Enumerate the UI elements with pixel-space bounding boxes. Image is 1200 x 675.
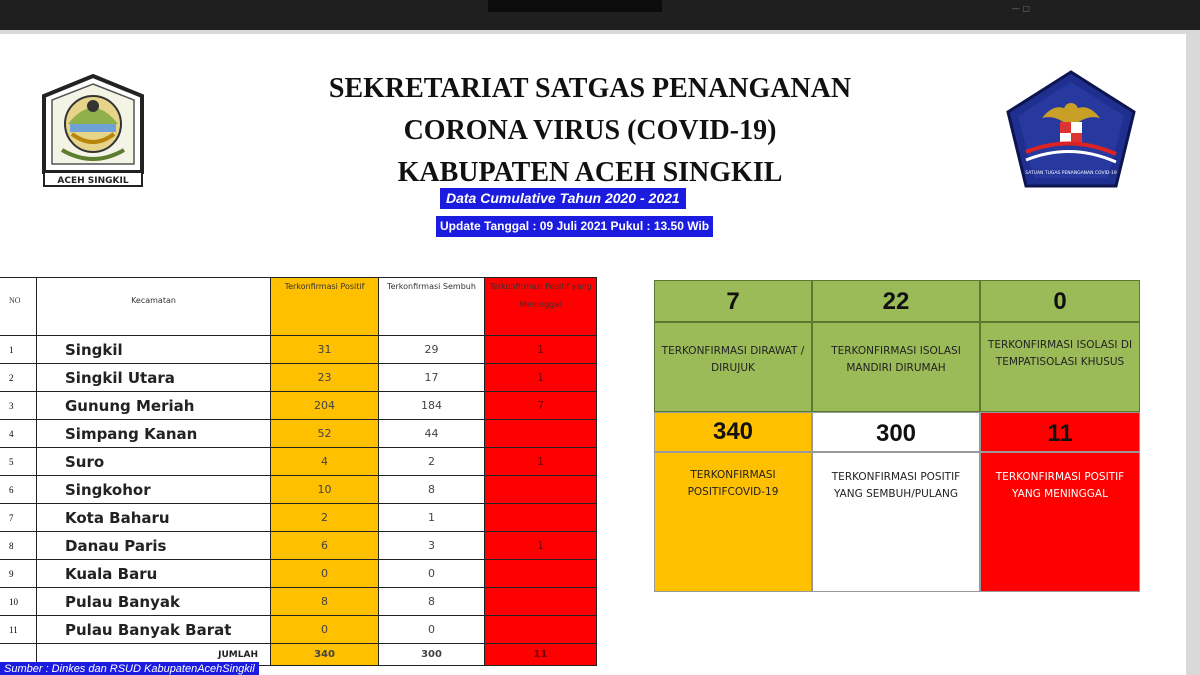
kecamatan-case-table [0,277,597,666]
row-kecamatan: Simpang Kanan [37,420,271,448]
logo-right-caption: SATUAN TUGAS PENANGANAN COVID-19 [1025,171,1117,176]
header-no: NO [0,278,37,336]
positif-value: 340 [712,418,754,445]
sembuh-value: 300 [875,420,917,447]
meninggal-label-cell [980,452,1140,592]
row-sembuh: 8 [379,476,485,504]
table-row [0,392,597,420]
row-sembuh: 1 [379,504,485,532]
source-note: Sumber : Dinkes dan RSUD KabupatenAcehSingkil [0,662,259,675]
row-positif: 6 [271,532,379,560]
row-meninggal [485,588,597,616]
update-banner: Update Tanggal : 09 Juli 2021 Pukul : 13.50 Wib [436,216,713,237]
row-meninggal [485,476,597,504]
row-sembuh: 3 [379,532,485,560]
logo-left-caption: ACEH SINGKIL [57,176,129,186]
table-row [0,448,597,476]
row-no: 4 [0,420,37,448]
table-row [0,476,597,504]
isolasi-mandiri-value: 22 [882,288,910,315]
meninggal-count-cell [980,412,1140,452]
table-row [0,420,597,448]
row-kecamatan: Danau Paris [37,532,271,560]
row-kecamatan: Kuala Baru [37,560,271,588]
row-sembuh: 44 [379,420,485,448]
table-row [0,616,597,644]
header-sembuh: Terkonfirmasi Sembuh [379,278,485,336]
table-row [0,504,597,532]
window-controls-icon[interactable]: — ▢ [1011,4,1030,13]
meninggal-value: 11 [1047,420,1073,447]
total-positif: 340 [271,644,379,666]
document-page [0,34,1186,675]
row-meninggal [485,420,597,448]
row-meninggal: 1 [485,448,597,476]
row-positif: 0 [271,560,379,588]
dirawat-label-cell [654,322,812,412]
row-sembuh: 8 [379,588,485,616]
isolasi-mandiri-count-cell [812,280,980,322]
row-positif: 0 [271,616,379,644]
row-kecamatan: Suro [37,448,271,476]
row-kecamatan: Pulau Banyak Barat [37,616,271,644]
row-positif: 52 [271,420,379,448]
row-no: 2 [0,364,37,392]
dirawat-value: 7 [726,288,740,315]
positif-label-cell [654,452,812,592]
row-no: 6 [0,476,37,504]
row-meninggal: 7 [485,392,597,420]
row-kecamatan: Gunung Meriah [37,392,271,420]
table-row [0,560,597,588]
positif-label: TERKONFIRMASI POSITIFCOVID-19 [687,469,779,498]
row-meninggal: 1 [485,364,597,392]
summary-panel [654,280,1140,592]
header-kecamatan: Kecamatan [37,278,271,336]
row-no: 5 [0,448,37,476]
row-meninggal [485,560,597,588]
row-positif: 2 [271,504,379,532]
row-kecamatan: Singkil [37,336,271,364]
table-row [0,588,597,616]
row-positif: 8 [271,588,379,616]
row-positif: 4 [271,448,379,476]
row-positif: 31 [271,336,379,364]
title-line-1: SEKRETARIAT SATGAS PENANGANAN [328,73,852,104]
row-positif: 10 [271,476,379,504]
isolasi-mandiri-label-cell [812,322,980,412]
row-no: 3 [0,392,37,420]
dirawat-count-cell [654,280,812,322]
title-line-2: CORONA VIRUS (COVID-19) [403,115,777,146]
row-kecamatan: Pulau Banyak [37,588,271,616]
row-meninggal [485,616,597,644]
table-row [0,532,597,560]
sembuh-count-cell [812,412,980,452]
dirawat-label: TERKONFIRMASI DIRAWAT / DIRUJUK [661,345,805,374]
page-title [290,68,890,194]
cumulative-banner: Data Cumulative Tahun 2020 - 2021 [440,188,686,209]
row-no: 9 [0,560,37,588]
row-no: 8 [0,532,37,560]
viewer-tab[interactable] [488,0,662,12]
row-kecamatan: Singkohor [37,476,271,504]
sembuh-label: TERKONFIRMASI POSITIF YANG SEMBUH/PULANG [831,471,961,500]
header-meninggal: Terkonfirmasi Positif yang Meninggal [485,278,597,336]
row-sembuh: 0 [379,560,485,588]
row-sembuh: 17 [379,364,485,392]
row-sembuh: 2 [379,448,485,476]
positif-count-cell [654,412,812,452]
total-meninggal: 11 [485,644,597,666]
row-meninggal: 1 [485,532,597,560]
row-meninggal: 1 [485,336,597,364]
table-row [0,336,597,364]
isolasi-khusus-value: 0 [1053,288,1067,315]
header-positif: Terkonfirmasi Positif [271,278,379,336]
table-row [0,364,597,392]
viewer-top-bar [0,0,1200,30]
row-positif: 23 [271,364,379,392]
aceh-singkil-logo [38,72,148,192]
total-sembuh: 300 [379,644,485,666]
row-kecamatan: Kota Baharu [37,504,271,532]
table-header-row [0,278,597,336]
row-no: 7 [0,504,37,532]
row-no: 1 [0,336,37,364]
isolasi-khusus-label: TERKONFIRMASI ISOLASI DI TEMPATISOLASI KHUSUS [987,339,1133,368]
row-no: 10 [0,588,37,616]
satgas-covid-logo [1004,70,1138,190]
sembuh-label-cell [812,452,980,592]
title-line-3: KABUPATEN ACEH SINGKIL [397,157,783,188]
row-no: 11 [0,616,37,644]
meninggal-label: TERKONFIRMASI POSITIF YANG MENINGGAL [995,471,1125,500]
row-positif: 204 [271,392,379,420]
row-sembuh: 0 [379,616,485,644]
row-sembuh: 184 [379,392,485,420]
row-sembuh: 29 [379,336,485,364]
row-meninggal [485,504,597,532]
isolasi-khusus-count-cell [980,280,1140,322]
total-label: JUMLAH [37,644,271,666]
isolasi-khusus-label-cell [980,322,1140,412]
isolasi-mandiri-label: TERKONFIRMASI ISOLASI MANDIRI DIRUMAH [831,345,961,374]
row-kecamatan: Singkil Utara [37,364,271,392]
